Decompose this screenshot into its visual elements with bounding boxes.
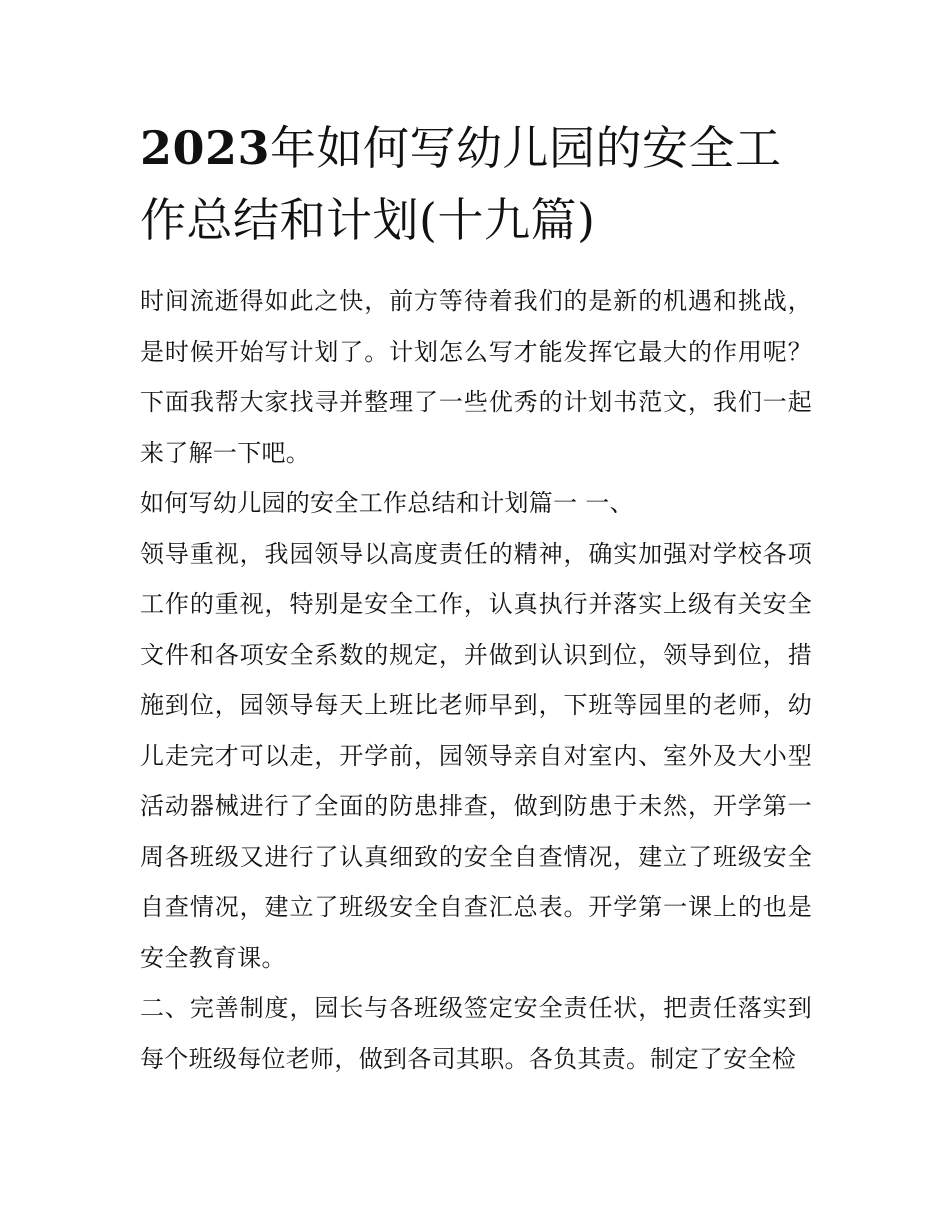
body-paragraph: 二、完善制度，园长与各班级签定安全责任状，把责任落实到每个班级每位老师，做到各司其职。各负其责。制定了安全检 [140,994,812,1073]
title-year: 2023 [140,121,271,175]
intro-paragraph: 时间流逝得如此之快，前方等待着我们的是新的机遇和挑战，是时候开始写计划了。计划怎么写才能发挥它最大的作用呢？下面我帮大家找寻并整理了一些优秀的计划书范文，我们一起来了解一下吧。 [140,287,812,467]
document-body [140,276,812,1084]
title-text: 年如何写幼儿园的安全工作总结和计划(十九篇) [140,121,782,247]
document-title [140,112,820,256]
section-heading: 如何写幼儿园的安全工作总结和计划篇一 一、 [140,489,634,517]
body-paragraph: 领导重视，我园领导以高度责任的精神，确实加强对学校各项工作的重视，特别是安全工作，认真执行并落实上级有关安全文件和各项安全系数的规定，并做到认识到位，领导到位，措施到位，园领导每天上班比老师早到，下班等园里的老师，幼儿走完才可以走，开学前，园领导亲自对室内、室外及大小型活动器械进行了全面的防患排查，做到防患于未然，开学第一周各班级又进行了认真细致的安全自查情况，建立了班级安全自查情况，建立了班级安全自查汇总表。开学第一课上的也是安全教育课。 [140,539,812,972]
